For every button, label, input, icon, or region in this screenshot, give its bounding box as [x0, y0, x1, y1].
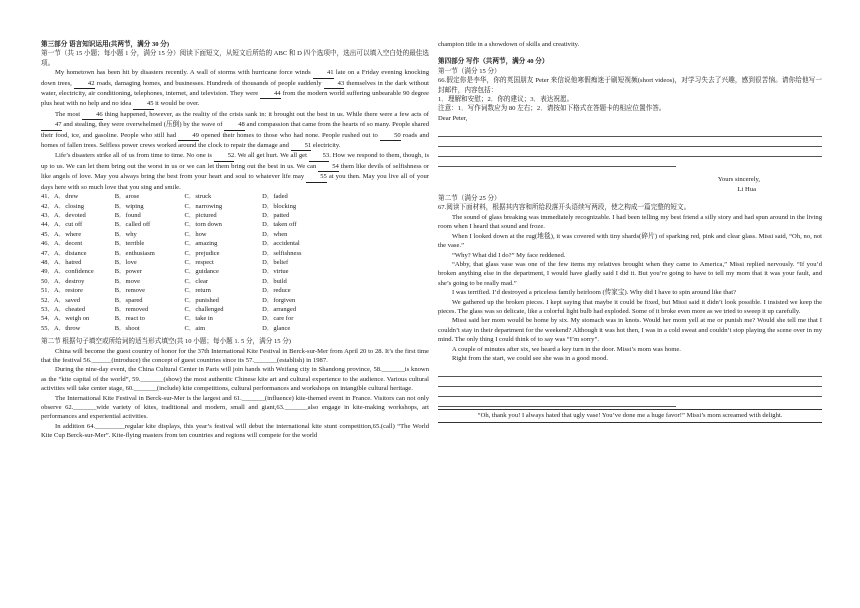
option-cell: D．when — [262, 230, 288, 238]
option-cell: D．patted — [262, 211, 290, 219]
blank-50: 50 — [380, 131, 401, 141]
passage-paragraph-2: The most 46 thing happened, however, as the reality of the crisis sank in: it brought out the best in us. While there were a few acts of 47 and stealing, they were overwhelmed (压倒) by the wave of 48 and compassion that came from the hearts of so many. People shared their food, ice, and gasoline. People who still had 49 opened their homes to those who had none. People rushed out to 50 roads and homes of fallen trees. Selfless power crews worked around the clock to repair the damage and 51 electricity. — [41, 110, 429, 152]
option-cell: D．glance — [262, 324, 291, 332]
option-cell: D．care for — [262, 315, 294, 323]
blank-44: 44 — [260, 89, 281, 99]
letter-signature: Li Hua — [737, 185, 756, 193]
option-cell: C．how — [184, 230, 207, 238]
option-cell: 52．A．saved — [41, 296, 80, 304]
section1-score: 第一节（满分 15 分） — [438, 67, 501, 75]
question-66: 66.假定你是李华，你的英国朋友 Peter 来信说他寒假痴迷于刷短视频(short videos)，对学习失去了兴趣，感到很苦恼。请你给他写一封邮件，内容包括： — [438, 77, 822, 94]
option-cell: B．love — [114, 258, 137, 266]
option-cell: C．return — [184, 287, 211, 295]
writing-line — [438, 377, 822, 387]
option-cell: C．punished — [184, 296, 219, 304]
story-paragraph: We gathered up the broken pieces. I kept saying that maybe it could be fixed, but Missi said it didn’t look possible. I insisted we keep the pieces. The glass was so delicate, like a colorful light bulb had exploded. Some of it broke even more as we tried to sweep it up carefully. — [438, 298, 822, 315]
option-cell: C．clear — [184, 277, 209, 285]
option-cell: 49．A．confidence — [41, 268, 94, 276]
option-row — [41, 211, 429, 220]
option-cell: 42．A．closing — [41, 202, 84, 210]
blank-53: 53 — [309, 151, 330, 161]
story-paragraph: A couple of minutes after six, we heard a key turn in the door. Missi’s mom was home. — [452, 345, 681, 353]
option-cell: C．amazing — [184, 240, 218, 248]
option-cell: D．faded — [262, 193, 288, 201]
grammar-paragraph-2: During the nine-day event, the China Cultural Center in Paris will join hands with Weifang city in Shandong province, 58._______is known as the “kite capital of the world”, 59._______(show) the most authentic Chinese kite art and cultural experience to the audience. Various cultural activities will take center stage, 60._______(include) kite competitions, cultural performances and workshops on intangible cultural heritage. — [41, 366, 429, 393]
option-cell: 53．A．cheated — [41, 305, 86, 313]
option-cell: 48．A．hatred — [41, 258, 82, 266]
writing-line — [438, 127, 822, 137]
story-paragraph: When I looked down at the rug(地毯), it was covered with tiny shards(碎片) of sparking red, pink and clear glass. Missi said, “Oh, no, not the vase.” — [438, 232, 822, 250]
option-cell: D．build — [262, 277, 287, 285]
option-cell: 47．A．distance — [41, 249, 87, 257]
option-row — [41, 239, 429, 248]
option-cell: B．remove — [114, 287, 146, 295]
option-cell: C．struck — [184, 193, 212, 201]
option-cell: B．terrible — [114, 240, 145, 248]
story-paragraph: Missi said her mom would be home by six. My stomach was in knots. Would her mom yell at me or punish me? Would she tell me that I couldn’t stay in their department for the weekend? Although it was hot then, I was in a cold sweat and couldn’t stop playing the scene over in my mind. The only thing I could think of to say was “I’m sorry”. — [438, 317, 822, 344]
option-cell: B．shoot — [114, 324, 140, 332]
continued-text: champion title in a showdown of skills and creativity. — [438, 41, 580, 48]
blank-52: 52 — [214, 151, 235, 161]
blank-46: 46 — [82, 110, 103, 120]
writing-line — [438, 397, 676, 407]
story-paragraph: “Abby, that glass vase was one of the few items my relatives brought when they came to America,” Missi replied nervously. “If you’d broken anything else in the department, I would have gladly said I did it. But you’re going to have to tell my mom that it was your fault, and she’s going to be really mad.” — [438, 260, 822, 287]
option-cell: C．respect — [184, 258, 214, 266]
option-cell: 45．A．where — [41, 230, 82, 238]
grammar-paragraph-1: China will become the guest country of honor for the 37th International Kite Festival in Berck-sur-Mer from April 20 to 28. It’s the first time that the festival 56.______(introduce) the concept of guest countries since its 57._______(establish) in 1987. — [41, 347, 429, 364]
story-paragraph: Right from the start, we could see she was in a good mood. — [452, 354, 609, 362]
option-cell: C．prejudice — [184, 249, 220, 257]
option-cell: B．enthusiasm — [114, 249, 155, 257]
blank-43: 43 — [324, 79, 345, 89]
continuation-prompt: “Oh, thank you! I always hated that ugly vase! You’ve done me a huge favor!” Missi’s mom screamed with delight. — [438, 409, 822, 422]
writing-lines-67 — [438, 367, 822, 407]
blank-45: 45 — [133, 99, 154, 109]
option-cell: D．virtue — [262, 268, 289, 276]
option-cell: B．arose — [114, 193, 140, 201]
letter-closing: Yours sincerely, — [717, 176, 760, 184]
right-column — [438, 40, 822, 423]
story-paragraph: I was terrified. I’d destroyed a priceless family heirloom (传家宝). Why did I have to spin around like that? — [452, 289, 737, 297]
option-cell: B．move — [114, 277, 140, 285]
option-cell: 51．A．restore — [41, 287, 83, 295]
option-row — [41, 220, 429, 229]
option-row — [41, 192, 429, 201]
blank-55: 55 — [306, 172, 327, 182]
option-cell: D．accidental — [262, 240, 300, 248]
question-66-points: 1．理解和安慰；2．你的建议；3．表达祝愿。 — [438, 96, 574, 104]
option-row — [41, 314, 429, 323]
option-cell: D．taken off — [262, 221, 297, 229]
section2-instructions: 第二节 根据句子填空或所给词的适当形式填空(共 10 小题；每小题 1. 5 分，满分 15 分) — [41, 338, 292, 346]
option-cell: C．take in — [184, 315, 213, 323]
option-cell: B．why — [114, 230, 137, 238]
option-cell: B．found — [114, 211, 141, 219]
grammar-paragraph-4: In addition 64._________regular kite displays, this year’s festival will debut the international kite stunt competition,65.(call) “The World Kite Cup Berck-sur-Mer”. Kite-flying masters from ten countries and regions will compete for the world — [41, 422, 429, 440]
blank-54: 54 — [318, 162, 339, 172]
option-row — [41, 267, 429, 276]
blank-47: 47 — [41, 120, 62, 130]
blank-51: 51 — [291, 141, 312, 151]
option-row — [41, 249, 429, 258]
section1-instructions: 第一节（共 15 小题；每小题 1 分，满分 15 分）阅读下面短文，从短文后所给的 ABC 和 D 四个选项中，选出可以填入空白处的最佳选项。 — [41, 50, 429, 67]
option-cell: B．spared — [114, 296, 143, 304]
blank-48: 48 — [224, 120, 245, 130]
option-cell: C．challenged — [184, 305, 224, 313]
story-text — [438, 213, 822, 364]
blank-42: 42 — [74, 79, 95, 89]
writing-line — [438, 137, 822, 147]
question-66-note: 注意：1．写作词数应为 80 左右；2．请按如下格式在答题卡的相应位置作答。 — [438, 105, 666, 113]
option-row — [41, 277, 429, 286]
passage-paragraph-1: My hometown has been hit by disasters recently. A wall of storms with hurricane force winds 41 late on a Friday evening knocking down trees, 42 roads, damaging homes, and businesses. Hundreds of thousands of people suddenly 43 themselves in the dark without water, electricity, air conditioning, telephones, internet, and television. They were 44 from the modern world suffering unbearable 90 degree plus heat with no help and no idea 45 it would be over. — [41, 68, 429, 110]
option-cell: D．forgiven — [262, 296, 296, 304]
option-cell: D．arranged — [262, 305, 297, 313]
options-table — [41, 192, 429, 333]
option-cell: B．called off — [114, 221, 151, 229]
option-row — [41, 258, 429, 267]
option-cell: D．reduce — [262, 287, 291, 295]
option-cell: B．power — [114, 268, 142, 276]
option-row — [41, 286, 429, 295]
option-row — [41, 305, 429, 314]
left-column — [41, 40, 429, 441]
writing-line — [438, 387, 822, 397]
section2-score: 第二节（满分 25 分） — [438, 195, 501, 203]
option-cell: B．removed — [114, 305, 149, 313]
story-paragraph: The sound of glass breaking was immediately recognizable. I had been telling my best friend a silly story and had spun around in the living room when I heard that sound and froze. — [438, 213, 822, 231]
option-row — [41, 324, 429, 333]
writing-line — [438, 147, 822, 157]
option-cell: C．torn down — [184, 221, 222, 229]
option-cell: C．pictured — [184, 211, 217, 219]
option-cell: B．wiping — [114, 202, 144, 210]
story-paragraph: “Why? What did I do?” My face reddened. — [452, 251, 566, 259]
option-cell: 41．A．drew — [41, 193, 79, 201]
option-cell: B．react to — [114, 315, 145, 323]
option-cell: 50．A．destroy — [41, 277, 85, 285]
option-row — [41, 202, 429, 211]
option-row — [41, 296, 429, 305]
part3-title: 第三部分 语言知识运用(共两节，满分 30 分) — [41, 41, 170, 48]
blank-49: 49 — [178, 131, 199, 141]
option-cell: 43．A．devoted — [41, 211, 86, 219]
writing-line — [438, 157, 676, 167]
option-cell: C．narrowing — [184, 202, 223, 210]
grammar-paragraph-3: The International Kite Festival in Berck-sur-Mer is the largest and 61._______(influence) kite-themed event in France. Visitors can not only observe 62._______wide variety of kites, traditional and modern, small and giant,63._______also engage in kite-making workshops, art performances and experiential activities. — [41, 394, 429, 421]
passage-paragraph-3: Life’s disasters strike all of us from time to time. No one is 52. We all get hurt. We all get 53. How we respond to them, though, is up to us. We can let them bring out the worst in us or we can let them bring out the best in us. We can 54 them like devils of selfishness or like angels of love. May you always bring the best from your heart and soul to whatever life may 55 at you then. May you live all of your days here with so much love that you sing and smile. — [41, 152, 430, 191]
option-cell: D．selfishness — [262, 249, 302, 257]
option-cell: 55．A．throw — [41, 324, 81, 332]
option-cell: 54．A．weigh on — [41, 315, 90, 323]
option-cell: 46．A．decent — [41, 240, 83, 248]
option-cell: C．guidance — [184, 268, 219, 276]
blank-41: 41 — [313, 68, 334, 78]
writing-lines-66 — [438, 127, 822, 167]
letter-greeting: Dear Peter, — [438, 114, 468, 122]
option-row — [41, 230, 429, 239]
option-cell: 44．A．cut off — [41, 221, 83, 229]
question-67: 67.阅读下面材料，根据其内容和所给段落开头语续写两段，使之构成一篇完整的短文。 — [438, 204, 691, 212]
part4-title: 第四部分 写作（共两节，满分 40 分） — [438, 58, 549, 66]
option-cell: D．blocking — [262, 202, 297, 210]
option-cell: C．aim — [184, 324, 206, 332]
option-cell: D．belief — [262, 258, 289, 266]
writing-line — [438, 367, 822, 377]
